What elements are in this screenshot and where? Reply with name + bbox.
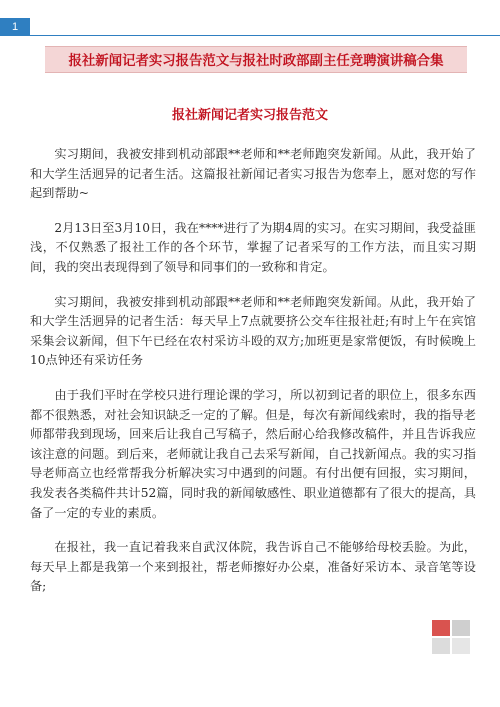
- paragraph: 实习期间，我被安排到机动部跟**老师和**老师跑突发新闻。从此，我开始了和大学生活迥异的记者生活：每天早上7点就要挤公交车往报社赶;有时上午在宾馆采集会议新闻，但下午已经在农村采访斗殴的双方;加班更是家常便饭，有时候晚上10点钟还有采访任务: [30, 294, 476, 368]
- paragraph: 在报社，我一直记着我来自武汉体院，我告诉自己不能够给母校丢脸。为此，每天早上都是我第一个来到报社，帮老师擦好办公桌，准备好采访本、录音笔等设备;: [30, 540, 476, 594]
- paragraph: 实习期间，我被安排到机动部跟**老师和**老师跑突发新闻。从此，我开始了和大学生活迥异的记者生活。这篇报社新闻记者实习报告为您奉上，愿对您的写作起到帮助~: [30, 147, 476, 201]
- decorative-square-red: [432, 620, 450, 636]
- section-title: 报社新闻记者实习报告范文: [171, 108, 328, 123]
- paragraph: 由于我们平时在学校只进行理论课的学习，所以初到记者的职位上，很多东西都不很熟悉，对社会知识缺乏一定的了解。但是，每次有新闻线索时，我的指导老师都带我到现场，回来后让我自己写稿子，然后耐心给我修改稿件，并且告诉我应该注意的问题。到后来，老师就让我自己去采写新闻，自己找新闻点。我的实习指导老师高立也经常帮我分析解决实习中遇到的问题。有付出便有回报，实习期间，我发表各类稿件共计52篇，同时我的新闻敏感性、职业道德都有了很大的提高，具备了一定的专业的素质。: [30, 387, 476, 520]
- title-band: [45, 46, 467, 73]
- paragraph: 2月13日至3月10日，我在****进行了为期4周的实习。在实习期间，我受益匪浅，不仅熟悉了报社工作的各个环节，掌握了记者采写的工作方法，而且实习期间，我的突出表现得到了领导和同事们的一致称和肯定。: [30, 220, 476, 274]
- decorative-square-grey: [452, 620, 470, 636]
- header-rule: [30, 35, 500, 36]
- document-title: 报社新闻记者实习报告范文与报社时政部副主任竞聘演讲稿合集: [68, 53, 444, 69]
- decorative-square-grey: [432, 638, 450, 654]
- page-number-badge: 1: [0, 18, 30, 36]
- decorative-square-grey: [452, 638, 470, 654]
- document-body: [30, 145, 476, 612]
